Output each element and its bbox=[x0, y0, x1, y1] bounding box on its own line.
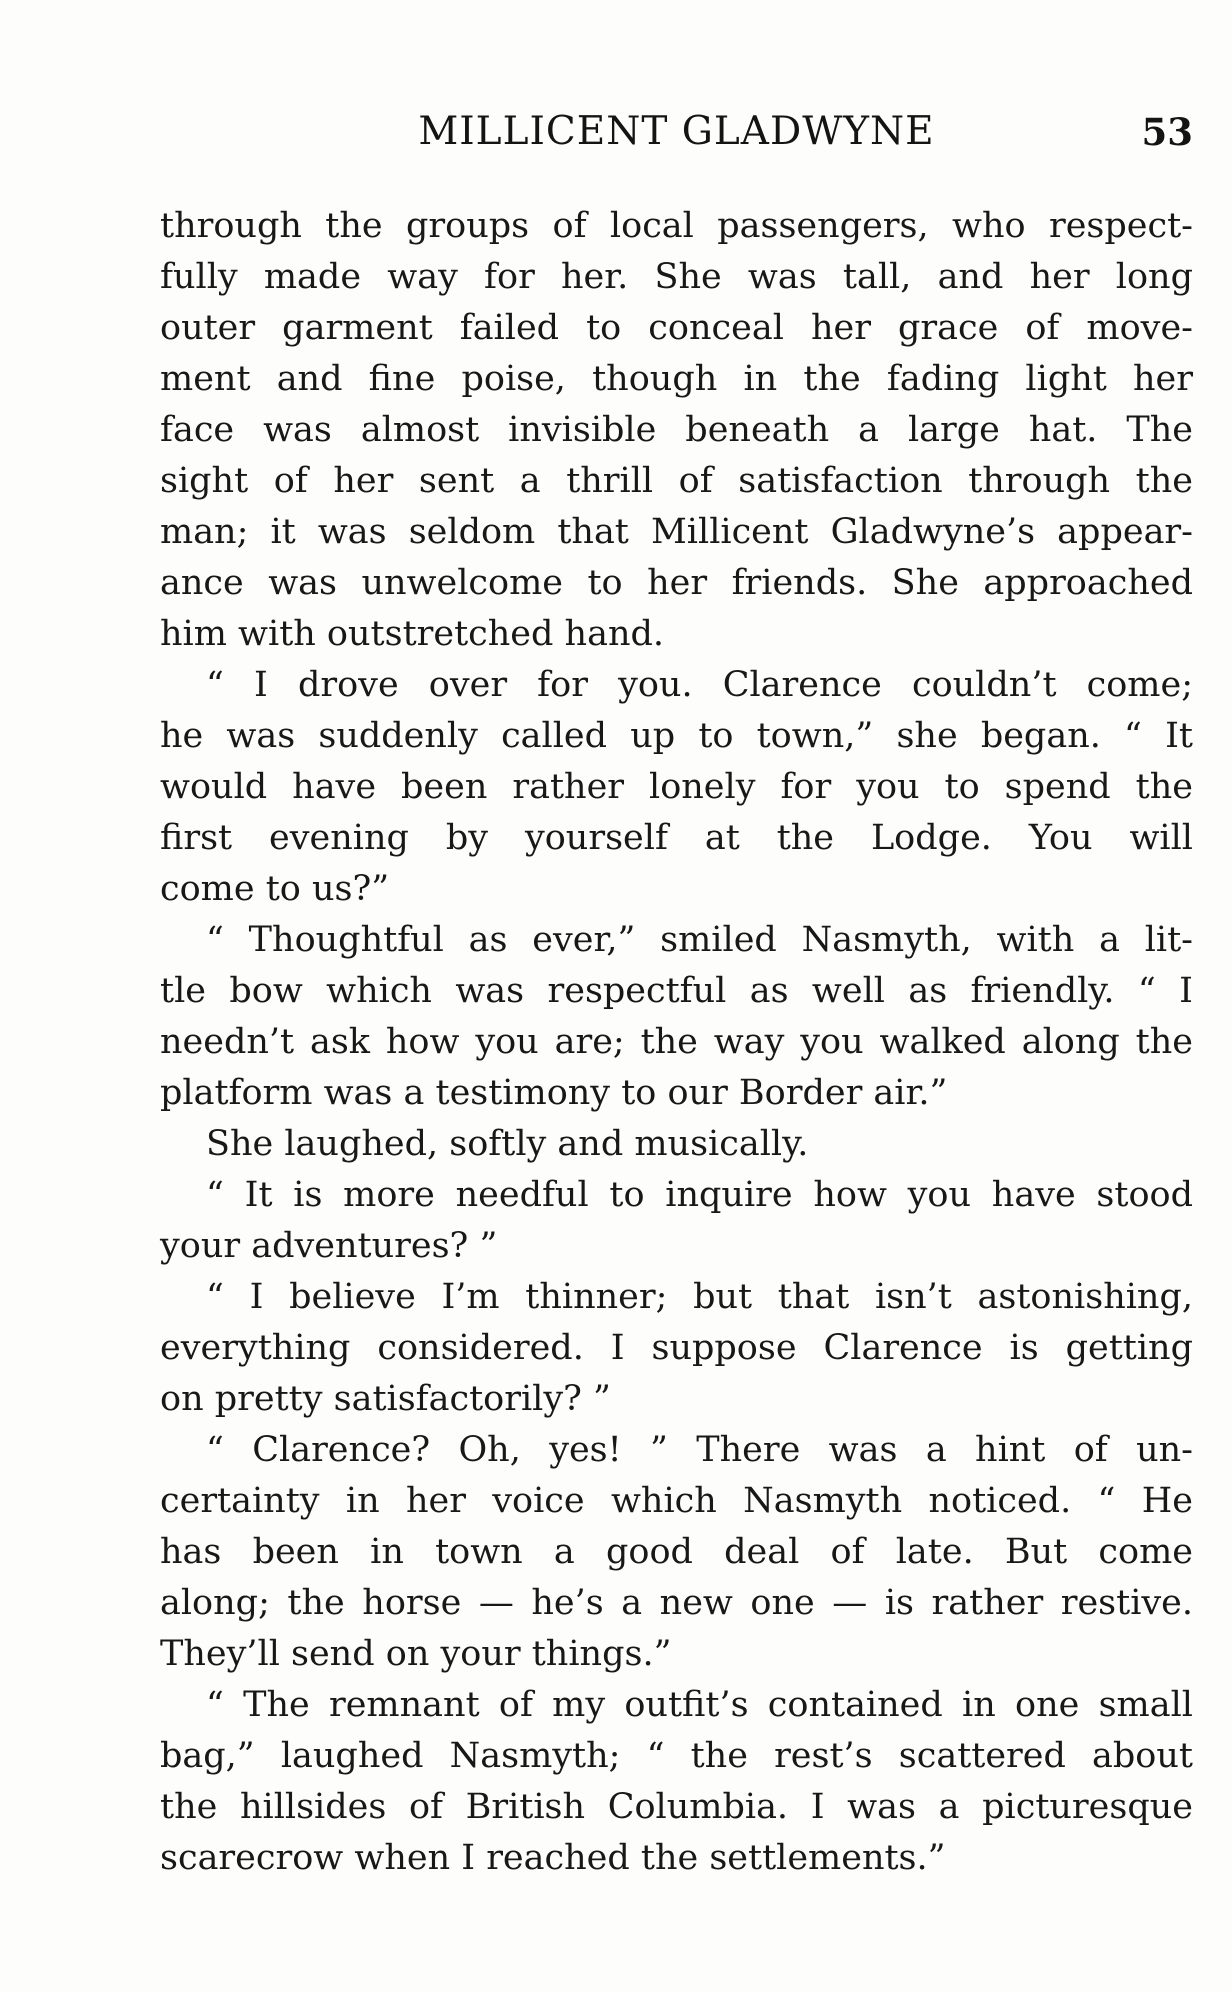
text-line: scarecrow when I reached the settlements.” bbox=[160, 1838, 946, 1878]
text-line: “ It is more needful to inquire how you have stood bbox=[206, 1175, 1193, 1215]
text-line: ance was unwelcome to her friends. She approached bbox=[160, 563, 1193, 603]
text-line: has been in town a good deal of late. But come bbox=[160, 1532, 1193, 1572]
text-line: would have been rather lonely for you to spend the bbox=[160, 767, 1193, 807]
text-line: along; the horse — he’s a new one — is rather restive. bbox=[160, 1583, 1193, 1623]
text-line: your adventures? ” bbox=[160, 1226, 498, 1266]
text-line: platform was a testimony to our Border air.” bbox=[160, 1073, 948, 1113]
text-line: man; it was seldom that Millicent Gladwyne’s appear- bbox=[160, 512, 1193, 552]
text-line: first evening by yourself at the Lodge. You will bbox=[160, 818, 1193, 858]
text-line: They’ll send on your things.” bbox=[160, 1634, 672, 1674]
text-line: fully made way for her. She was tall, and her long bbox=[160, 257, 1193, 297]
text-line: certainty in her voice which Nasmyth noticed. “ He bbox=[160, 1481, 1193, 1521]
text-line: the hillsides of British Columbia. I was a picturesque bbox=[160, 1787, 1193, 1827]
text-line: ment and fine poise, though in the fading light her bbox=[160, 359, 1193, 399]
text-line: come to us?” bbox=[160, 869, 390, 909]
text-line: outer garment failed to conceal her grace of move- bbox=[160, 308, 1193, 348]
text-line: tle bow which was respectful as well as friendly. “ I bbox=[160, 971, 1193, 1011]
text-line: “ I drove over for you. Clarence couldn’t come; bbox=[206, 665, 1193, 705]
text-line: on pretty satisfactorily? ” bbox=[160, 1379, 611, 1419]
text-line: sight of her sent a thrill of satisfaction through the bbox=[160, 461, 1193, 501]
text-line: She laughed, softly and musically. bbox=[206, 1124, 809, 1164]
page-number: 53 bbox=[1141, 110, 1193, 154]
text-line: him with outstretched hand. bbox=[160, 614, 665, 654]
text-line: through the groups of local passengers, who respect- bbox=[160, 206, 1193, 246]
text-line: needn’t ask how you are; the way you walked along the bbox=[160, 1022, 1193, 1062]
text-line: “ I believe I’m thinner; but that isn’t astonishing, bbox=[206, 1277, 1193, 1317]
body-text bbox=[160, 201, 1193, 1884]
text-line: he was suddenly called up to town,” she began. “ It bbox=[160, 716, 1193, 756]
running-head bbox=[160, 104, 1193, 164]
text-line: face was almost invisible beneath a large hat. The bbox=[160, 410, 1193, 450]
text-line: “ The remnant of my outfit’s contained in one small bbox=[206, 1685, 1193, 1725]
text-line: “ Clarence? Oh, yes! ” There was a hint of un- bbox=[206, 1430, 1193, 1470]
text-line: bag,” laughed Nasmyth; “ the rest’s scattered about bbox=[160, 1736, 1193, 1776]
running-title: MILLICENT GLADWYNE bbox=[418, 109, 935, 154]
text-line: “ Thoughtful as ever,” smiled Nasmyth, with a lit- bbox=[206, 920, 1193, 960]
text-line: everything considered. I suppose Clarence is getting bbox=[160, 1328, 1193, 1368]
